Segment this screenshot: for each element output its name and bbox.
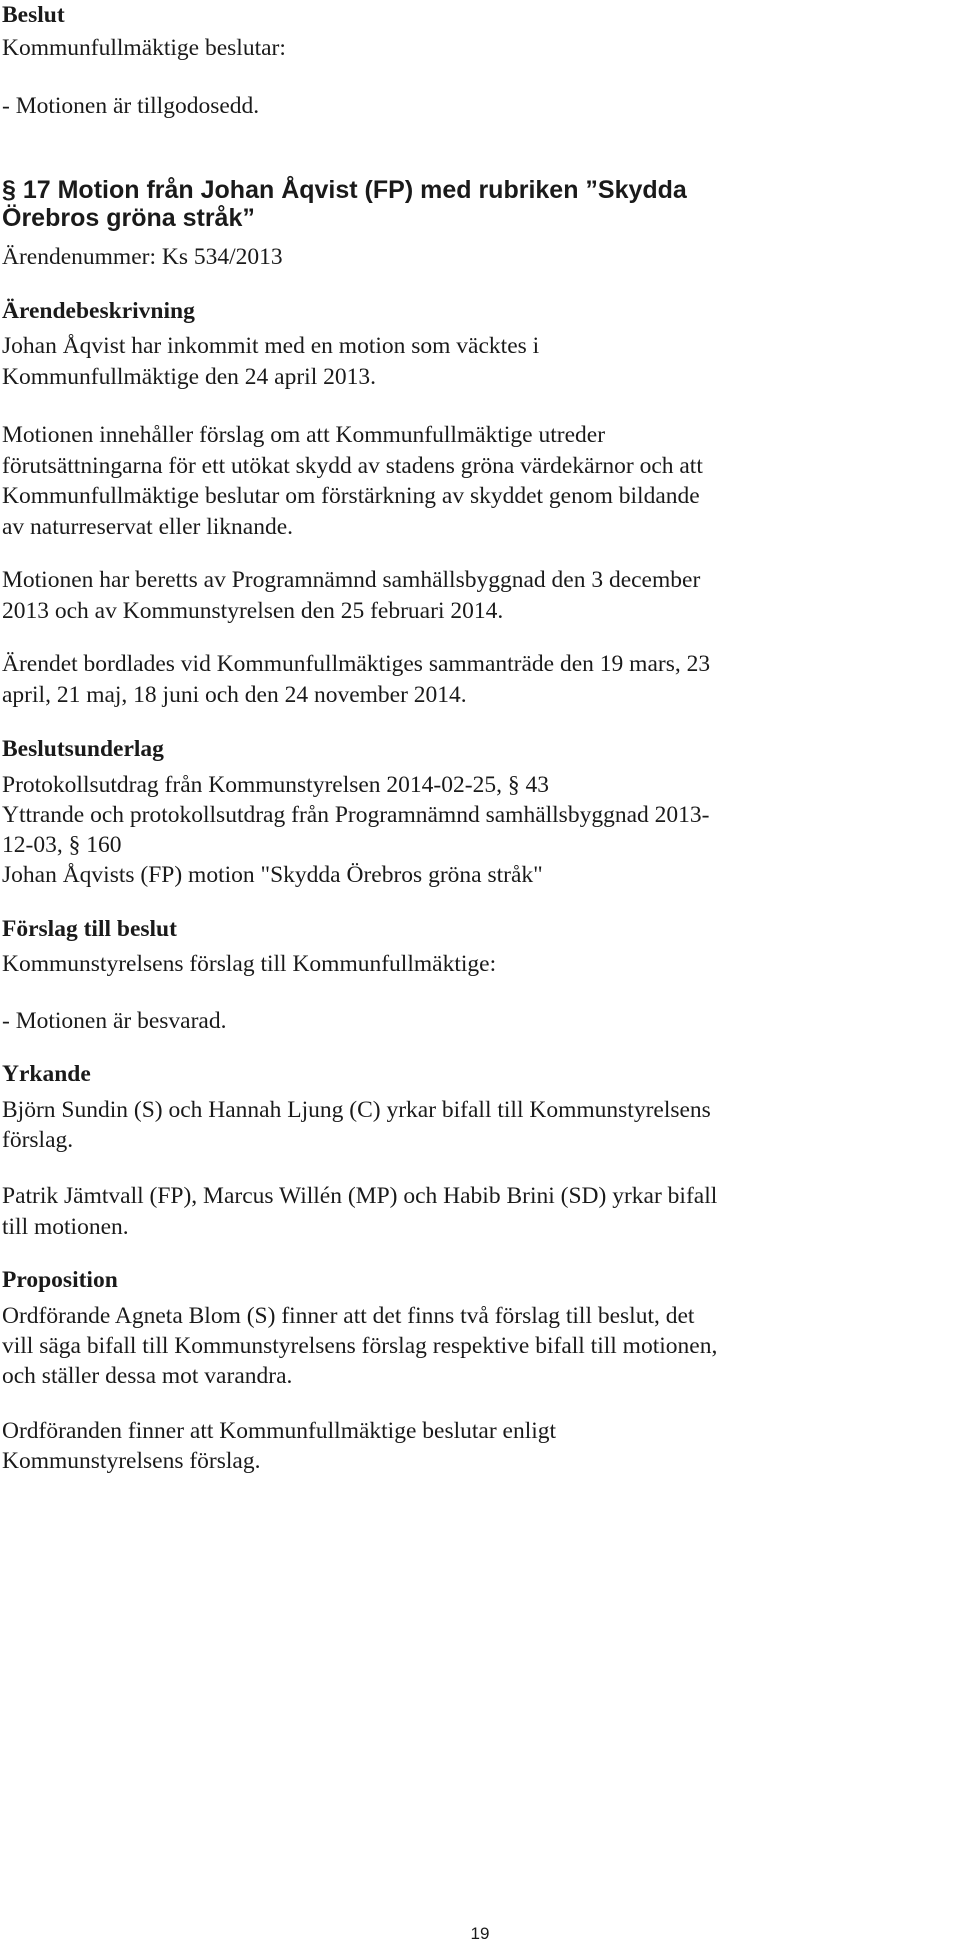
proposition-heading: Proposition [2, 1267, 118, 1293]
page-number: 19 [470, 1924, 490, 1943]
beslut-line: - Motionen är tillgodosedd. [2, 93, 260, 119]
paragraph-line: och ställer dessa mot varandra. [2, 1363, 293, 1389]
paragraph-line: Ordförande Agneta Blom (S) finner att det finns två förslag till beslut, det [2, 1303, 695, 1329]
beslutsunderlag-heading: Beslutsunderlag [2, 736, 164, 762]
arendebeskrivning-heading: Ärendebeskrivning [2, 298, 195, 324]
forslag-heading: Förslag till beslut [2, 916, 177, 942]
paragraph-line: april, 21 maj, 18 juni och den 24 november 2014. [2, 682, 467, 708]
paragraph-line: Ordföranden finner att Kommunfullmäktige beslutar enligt [2, 1418, 557, 1444]
paragraph-line: av naturreservat eller liknande. [2, 514, 293, 540]
paragraph-line: Patrik Jämtvall (FP), Marcus Willén (MP) och Habib Brini (SD) yrkar bifall [2, 1183, 718, 1209]
case-number: Ärendenummer: Ks 534/2013 [2, 244, 283, 270]
document-reference: Yttrande och protokollsutdrag från Programnämnd samhällsbyggnad 2013- [2, 802, 710, 828]
document-reference: 12-03, § 160 [2, 832, 122, 858]
paragraph-line: vill säga bifall till Kommunstyrelsens förslag respektive bifall till motionen, [2, 1333, 718, 1359]
paragraph-line: Kommunfullmäktige den 24 april 2013. [2, 364, 376, 390]
beslut-line: Kommunfullmäktige beslutar: [2, 35, 286, 61]
paragraph-line: Björn Sundin (S) och Hannah Ljung (C) yrkar bifall till Kommunstyrelsens [2, 1097, 711, 1123]
beslut-heading: Beslut [2, 2, 65, 28]
paragraph-line: till motionen. [2, 1214, 129, 1240]
section-title-line: Örebros gröna stråk” [2, 204, 255, 232]
yrkande-heading: Yrkande [2, 1061, 91, 1087]
paragraph-line: Kommunstyrelsens förslag. [2, 1448, 261, 1474]
paragraph-line: Ärendet bordlades vid Kommunfullmäktiges sammanträde den 19 mars, 23 [2, 651, 711, 677]
document-reference: Johan Åqvists (FP) motion "Skydda Örebros gröna stråk" [2, 862, 543, 888]
paragraph-line: 2013 och av Kommunstyrelsen den 25 februari 2014. [2, 598, 504, 624]
paragraph-line: förslag. [2, 1127, 74, 1153]
paragraph-line: Motionen har beretts av Programnämnd samhällsbyggnad den 3 december [2, 567, 701, 593]
section-title-line: § 17 Motion från Johan Åqvist (FP) med rubriken ”Skydda [2, 176, 687, 204]
paragraph-line: förutsättningarna för ett utökat skydd av stadens gröna värdekärnor och att [2, 453, 703, 479]
paragraph-line: Johan Åqvist har inkommit med en motion som väcktes i [2, 333, 540, 359]
paragraph-line: - Motionen är besvarad. [2, 1008, 227, 1034]
paragraph-line: Kommunfullmäktige beslutar om förstärkning av skyddet genom bildande [2, 483, 700, 509]
document-reference: Protokollsutdrag från Kommunstyrelsen 2014-02-25, § 43 [2, 772, 549, 798]
paragraph-line: Kommunstyrelsens förslag till Kommunfullmäktige: [2, 951, 497, 977]
paragraph-line: Motionen innehåller förslag om att Kommunfullmäktige utreder [2, 422, 606, 448]
